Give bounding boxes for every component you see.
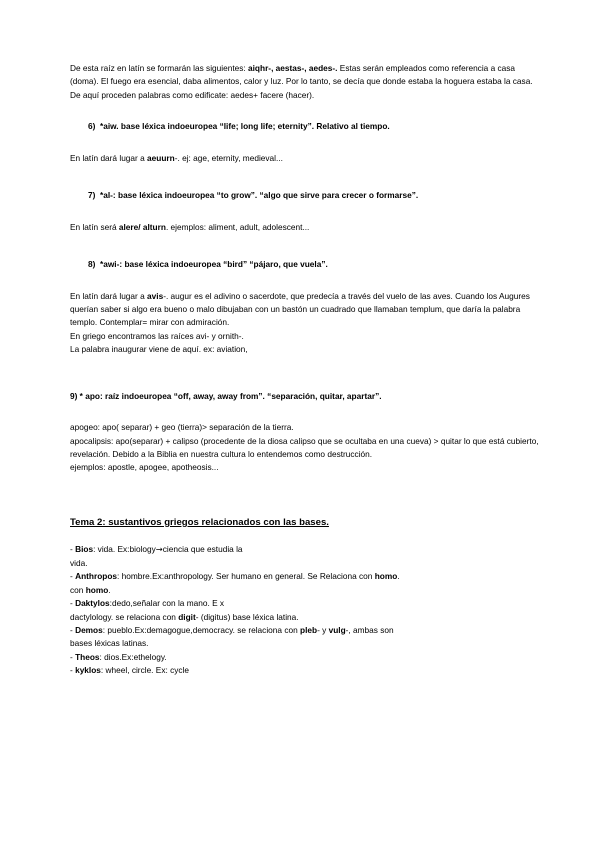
anthropos-line2-bold: homo bbox=[85, 584, 109, 595]
demos-bold-vulg: vulg bbox=[328, 625, 346, 636]
entry-7-title bbox=[70, 189, 542, 202]
term-daktylos: Daktylos bbox=[75, 598, 110, 609]
entry-8-title bbox=[70, 258, 542, 271]
entry-8-body bbox=[70, 290, 542, 330]
spacer bbox=[70, 113, 542, 120]
intro-lead: De esta raíz en latín se formarán las siguientes: bbox=[70, 63, 249, 73]
anthropos-text-end: . bbox=[397, 571, 400, 582]
entry-7-body-pre: En latín será bbox=[70, 221, 119, 232]
entry-6-body-bold: aeuurn bbox=[147, 152, 175, 163]
spacer bbox=[70, 176, 542, 189]
section-heading-tema-2: Tema 2: sustantivos griegos relacionados con las bases. bbox=[70, 516, 329, 528]
list-item-bios bbox=[70, 543, 542, 556]
theos-text: : dios.Ex:ethelogy. bbox=[99, 651, 167, 662]
entry-8-text: *awi-: base léxica indoeuropea “bird” “pájaro, que vuela”. bbox=[100, 259, 328, 270]
list-item-demos-line2: bases léxicas latinas. bbox=[70, 638, 149, 649]
list-item-daktylos bbox=[70, 597, 542, 610]
demos-text-end: -, ambas son bbox=[345, 625, 394, 636]
entry-7-text: *al-: base léxica indoeuropea “to grow”. “algo que sirve para crecer o formarse”. bbox=[100, 190, 419, 201]
entry-8-number: 8) bbox=[88, 259, 96, 270]
list-dash: - bbox=[70, 665, 76, 676]
term-kyklos: kyklos bbox=[75, 665, 101, 676]
entry-9-line-3: ejemplos: apostle, apogee, apotheosis... bbox=[70, 462, 219, 473]
entry-9-line-2: apocalipsis: apo(separar) + calipso (procedente de la diosa calipso que se ocultaba en una cueva) > quitar lo que está cubierto, revelación. Debido a la Biblia en nuestra cultura lo entendemos como destrucción. bbox=[70, 435, 539, 459]
term-bios: Bios bbox=[75, 544, 94, 555]
entry-7-body-post: . ejemplos: aliment, adult, adolescent... bbox=[165, 221, 310, 232]
spacer bbox=[70, 283, 542, 290]
list-item-demos bbox=[70, 624, 542, 637]
entry-6-title bbox=[70, 120, 542, 133]
document-body bbox=[70, 62, 542, 678]
entry-8-extra-line-1: En griego encontramos las raíces avi- y ornith-. bbox=[70, 330, 244, 341]
anthropos-text: : hombre.Ex:anthropology. Ser humano en general. Se Relaciona con bbox=[117, 571, 375, 582]
demos-text: : pueblo.Ex:demagogue,democracy. se relaciona con bbox=[102, 625, 300, 636]
intro-roots: aiqhr-, aestas-, aedes-. bbox=[248, 63, 338, 73]
spacer bbox=[70, 495, 542, 515]
spacer bbox=[70, 414, 542, 421]
list-item-anthropos bbox=[70, 570, 542, 583]
term-theos: Theos bbox=[75, 651, 100, 662]
term-anthropos: Anthropos bbox=[75, 571, 118, 582]
entry-7-number: 7) bbox=[88, 190, 96, 201]
list-item-kyklos bbox=[70, 664, 542, 677]
daktylos-text: :dedo,señalar con la mano. E x bbox=[109, 598, 225, 609]
spacer bbox=[70, 377, 542, 390]
entry-7-body-bold: alere/ alturn bbox=[118, 221, 166, 232]
daktylos-line2-bold: digit bbox=[178, 611, 196, 622]
spacer bbox=[70, 145, 542, 152]
list-item-daktylos-line2 bbox=[70, 611, 542, 624]
entry-9-line-1: apogeo: apo( separar) + geo (tierra)> separación de la tierra. bbox=[70, 422, 294, 433]
anthropos-line2-pre: con bbox=[70, 584, 86, 595]
tema-2-items bbox=[70, 543, 542, 677]
list-dash: - bbox=[70, 651, 76, 662]
list-dash: - bbox=[70, 544, 76, 555]
spacer bbox=[70, 214, 542, 221]
term-demos: Demos bbox=[75, 625, 103, 636]
list-item-bios-line2: vida. bbox=[70, 557, 88, 568]
entry-8-body-post: -. augur es el adivino o sacerdote, que predecía a través del vuelo de las aves. Cuando los Augures querían saber si algo era bueno o malo dibujaban con un bastón un cuadrado que llamaban templum, que daría la palabra templo. Contemplar= mirar con admiración. bbox=[70, 290, 530, 328]
daktylos-line2-pre: dactylology. se relaciona con bbox=[70, 611, 179, 622]
intro-paragraph bbox=[70, 62, 542, 102]
entry-6-number: 6) bbox=[88, 121, 96, 132]
entry-8-body-pre: En latín dará lugar a bbox=[70, 290, 148, 301]
entry-8-extra-line-2: La palabra inaugurar viene de aquí. ex: aviation, bbox=[70, 344, 248, 355]
list-item-anthropos-line2 bbox=[70, 584, 542, 597]
anthropos-bold-homo: homo bbox=[374, 571, 398, 582]
bios-text-1: : vida. Ex:biology bbox=[93, 544, 156, 555]
entry-8-body-bold: avis bbox=[147, 290, 164, 301]
bios-text-2: ciencia que estudia la bbox=[162, 544, 243, 555]
entry-6-body bbox=[70, 152, 542, 165]
spacer bbox=[70, 357, 542, 377]
entry-7-body bbox=[70, 221, 542, 234]
list-item-theos bbox=[70, 651, 542, 664]
kyklos-text: : wheel, circle. Ex: cycle bbox=[100, 665, 189, 676]
entry-6-body-post: -. ej: age, eternity, medieval... bbox=[174, 152, 283, 163]
right-arrow-icon: → bbox=[155, 544, 163, 555]
demos-text-mid: - y bbox=[317, 625, 329, 636]
daktylos-line2-post: - (digitus) base léxica latina. bbox=[195, 611, 299, 622]
entry-6-body-pre: En latín dará lugar a bbox=[70, 152, 148, 163]
entry-6-text: *aiw. base léxica indoeuropea “life; long life; eternity”. Relativo al tiempo. bbox=[100, 121, 390, 132]
list-dash: - bbox=[70, 571, 76, 582]
spacer bbox=[70, 245, 542, 258]
entry-9-title: 9) * apo: raíz indoeuropea “off, away, away from”. “separación, quitar, apartar”. bbox=[70, 390, 382, 401]
spacer bbox=[70, 475, 542, 495]
anthropos-line2-post: . bbox=[108, 584, 111, 595]
list-dash: - bbox=[70, 598, 76, 609]
demos-bold-pleb: pleb bbox=[300, 625, 318, 636]
list-dash: - bbox=[70, 625, 76, 636]
intro-rest: Estas serán empleados como referencia a casa (doma). El fuego era esencial, daba alimentos, calor y luz. Por lo tanto, se decía que donde estaba la hoguera estaba la casa. De aquí proceden palabras como edificate: aedes+ facere (hacer). bbox=[70, 63, 533, 100]
